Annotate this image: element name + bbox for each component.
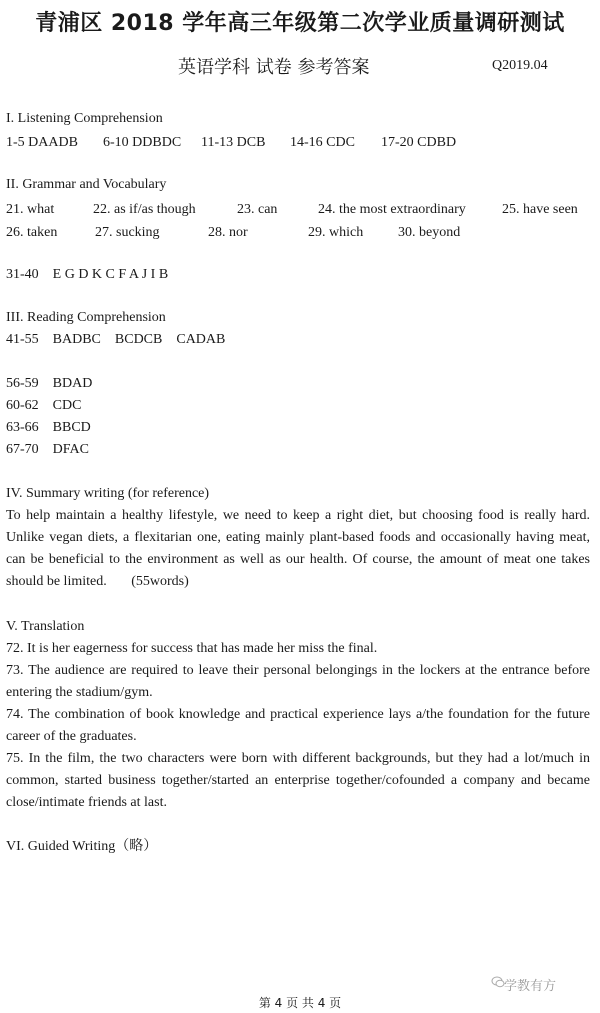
grammar-answer-26: 26. taken <box>6 225 58 240</box>
reading-answers-67-70: 67-70 DFAC <box>6 442 89 457</box>
listening-heading: I. Listening Comprehension <box>6 111 163 126</box>
listening-answer-5: 17-20 CDBD <box>381 135 457 150</box>
watermark-text: 学教有方 <box>504 979 557 994</box>
subtitle: 英语学科 试卷 参考答案 <box>178 57 370 78</box>
grammar-answer-28: 28. nor <box>208 225 248 240</box>
listening-answer-3: 11-13 DCB <box>201 135 266 150</box>
grammar-answer-29: 29. which <box>308 225 364 240</box>
page-number: 第 4 页 共 4 页 <box>258 996 342 1010</box>
reading-answers-41-55: 41-55 BADBC BCDCB CADAB <box>6 332 226 347</box>
listening-answer-4: 14-16 CDC <box>290 135 355 150</box>
summary-text <box>6 505 590 593</box>
writing-heading: VI. Guided Writing（略） <box>6 839 158 854</box>
listening-answer-2: 6-10 DDBDC <box>103 135 182 150</box>
listening-answer-1: 1-5 DAADB <box>6 135 78 150</box>
paper-code: Q2019.04 <box>492 58 548 73</box>
grammar-answer-27: 27. sucking <box>95 225 160 240</box>
grammar-answer-25: 25. have seen <box>502 202 578 217</box>
wechat-icon <box>491 976 505 992</box>
reading-answers-56-59: 56-59 BDAD <box>6 376 93 391</box>
translation-72: 72. It is her eagerness for success that has made her miss the final. <box>6 641 378 656</box>
page-title: 青浦区 2018 学年高三年级第二次学业质量调研测试 <box>35 11 565 36</box>
grammar-answer-21: 21. what <box>6 202 55 217</box>
translation-74: 74. The combination of book knowledge and practical experience lays a/the foundation for the future career of the graduates. <box>6 707 590 744</box>
translation-heading: V. Translation <box>6 619 85 634</box>
grammar-answer-22: 22. as if/as though <box>93 202 196 217</box>
summary-body: To help maintain a healthy lifestyle, we need to keep a right diet, but choosing food is really hard. Unlike vegan diets, a flexitarian one, eating mainly plant-based foods and occasionally having meat, can be beneficial to the environment as well as our health. Of course, the amount of meat one takes should be limited. <box>6 508 590 589</box>
grammar-answer-30: 30. beyond <box>398 225 461 240</box>
vocabulary-answers: 31-40 E G D K C F A J I B <box>6 267 169 282</box>
grammar-answer-23: 23. can <box>237 202 278 217</box>
summary-word-count: (55words) <box>131 574 189 589</box>
reading-answers-60-62: 60-62 CDC <box>6 398 82 413</box>
reading-heading: III. Reading Comprehension <box>6 310 166 325</box>
reading-answers-63-66: 63-66 BBCD <box>6 420 91 435</box>
grammar-answer-24: 24. the most extraordinary <box>318 202 466 217</box>
translation-73: 73. The audience are required to leave their personal belongings in the lockers at the entrance before entering the stadium/gym. <box>6 663 590 700</box>
grammar-heading: II. Grammar and Vocabulary <box>6 177 167 192</box>
translation-75: 75. In the film, the two characters were born with different backgrounds, but they had a lot/much in common, started business together/started an enterprise together/cofounded a company and became close/intimate friends at last. <box>6 751 590 810</box>
summary-heading: IV. Summary writing (for reference) <box>6 486 210 501</box>
